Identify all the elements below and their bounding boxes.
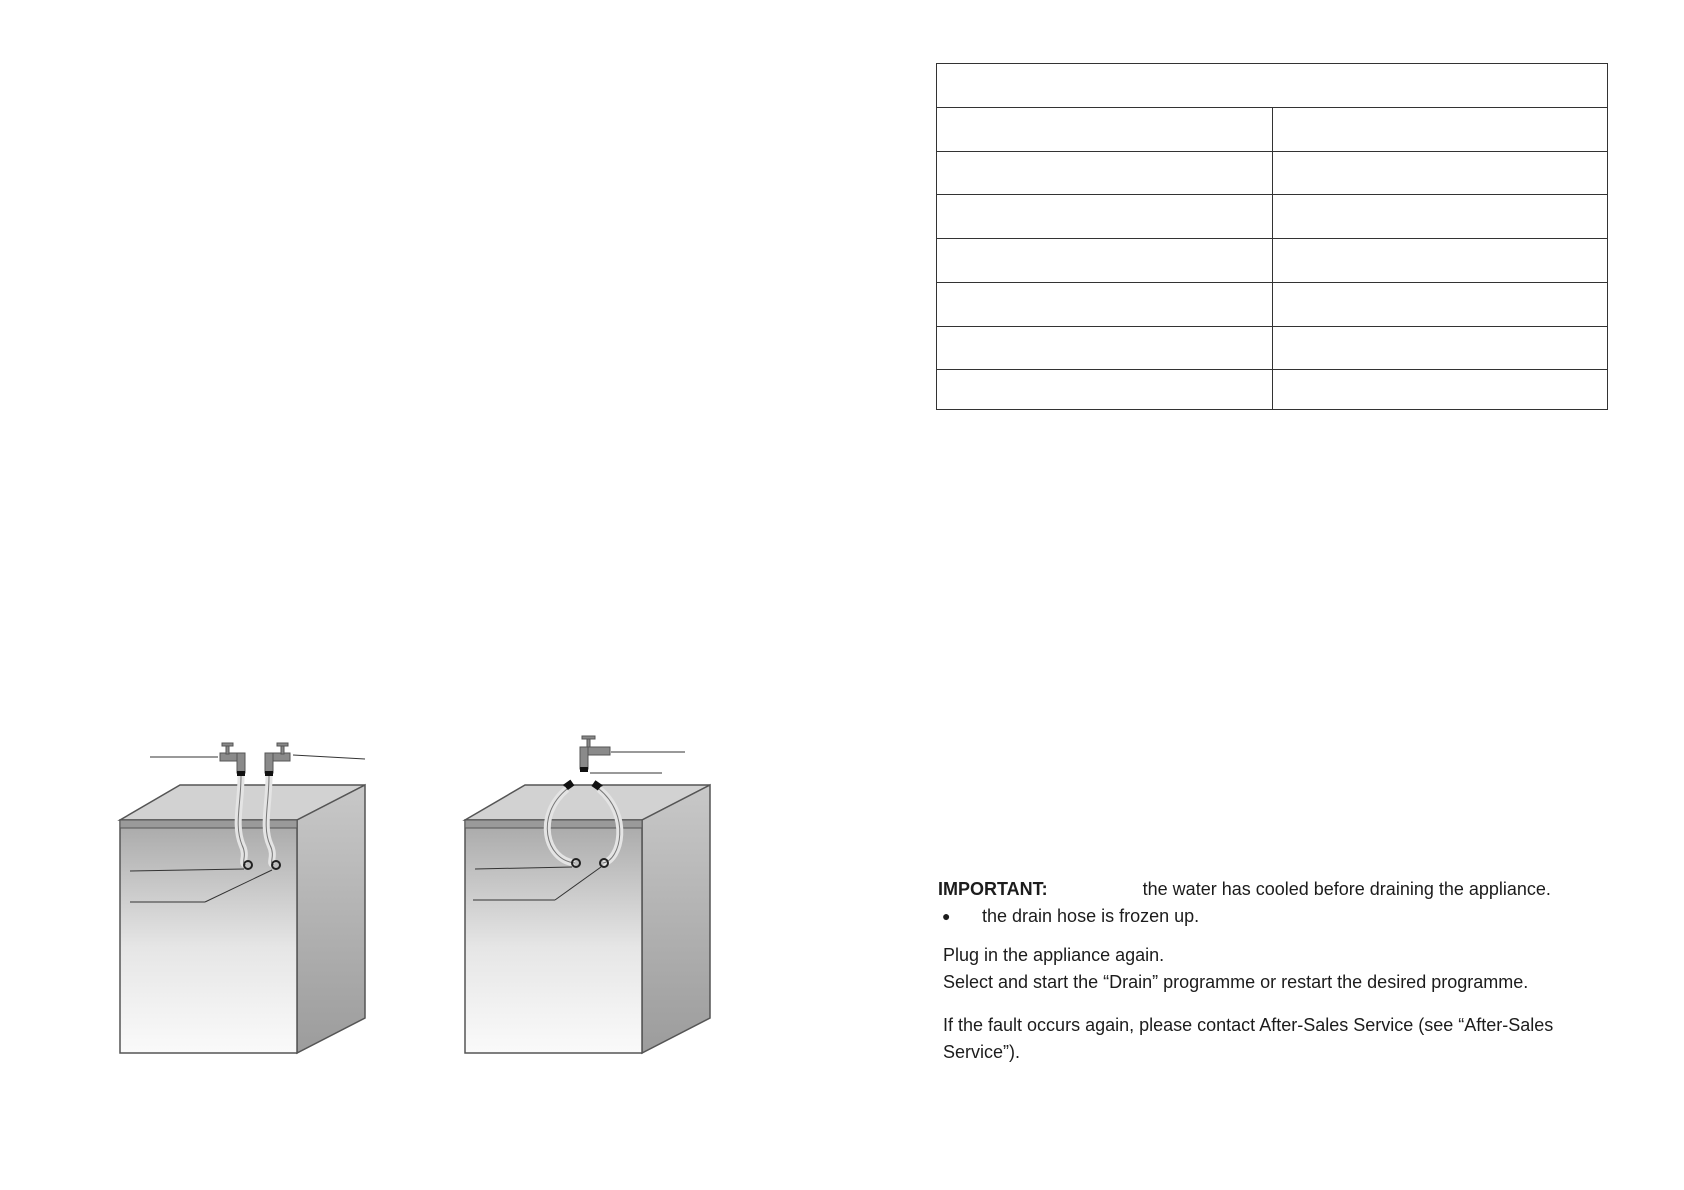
cabinet-side [642, 785, 710, 1053]
table-cell [1272, 107, 1608, 151]
tap-single [580, 736, 610, 769]
table-title-cell [937, 64, 1608, 108]
table-cell [1272, 195, 1608, 239]
table-cell [1272, 239, 1608, 283]
table-row [937, 195, 1608, 239]
tap-left [220, 743, 245, 773]
table-cell [937, 370, 1273, 410]
fault-line: Service”). [943, 1042, 1021, 1062]
single-tap-y-diagram [455, 735, 725, 1075]
tap-right [265, 743, 290, 773]
table-cell [937, 151, 1273, 195]
important-note [938, 876, 1618, 903]
table-cell [937, 282, 1273, 326]
important-text: the water has cooled before draining the appliance. [1142, 879, 1551, 899]
bullet-item [942, 903, 1622, 930]
table-cell [937, 195, 1273, 239]
table-cell [1272, 282, 1608, 326]
table-row [937, 151, 1608, 195]
steps-block [943, 942, 1623, 996]
table-row [937, 370, 1608, 410]
fault-line: If the fault occurs again, please contact After-Sales Service (see “After-Sales [943, 1015, 1554, 1035]
table-cell [937, 326, 1273, 370]
table-row [937, 282, 1608, 326]
table-cell [1272, 326, 1608, 370]
step-line: Plug in the appliance again. [943, 945, 1165, 965]
table-cell [1272, 370, 1608, 410]
step-line: Select and start the “Drain” programme or restart the desired programme. [943, 972, 1529, 992]
table-cell [937, 107, 1273, 151]
table-cell [1272, 151, 1608, 195]
table-row [937, 239, 1608, 283]
fault-note [943, 1012, 1603, 1066]
table-row [937, 107, 1608, 151]
two-tap-diagram [110, 735, 370, 1075]
table-row [937, 326, 1608, 370]
important-label: IMPORTANT: [938, 879, 1048, 899]
right-page [842, 0, 1684, 1190]
specification-table [936, 63, 1608, 410]
bullet-text: the drain hose is frozen up. [982, 906, 1200, 926]
bullet-icon: ● [942, 908, 951, 924]
cabinet-side [297, 785, 365, 1053]
table-cell [937, 239, 1273, 283]
